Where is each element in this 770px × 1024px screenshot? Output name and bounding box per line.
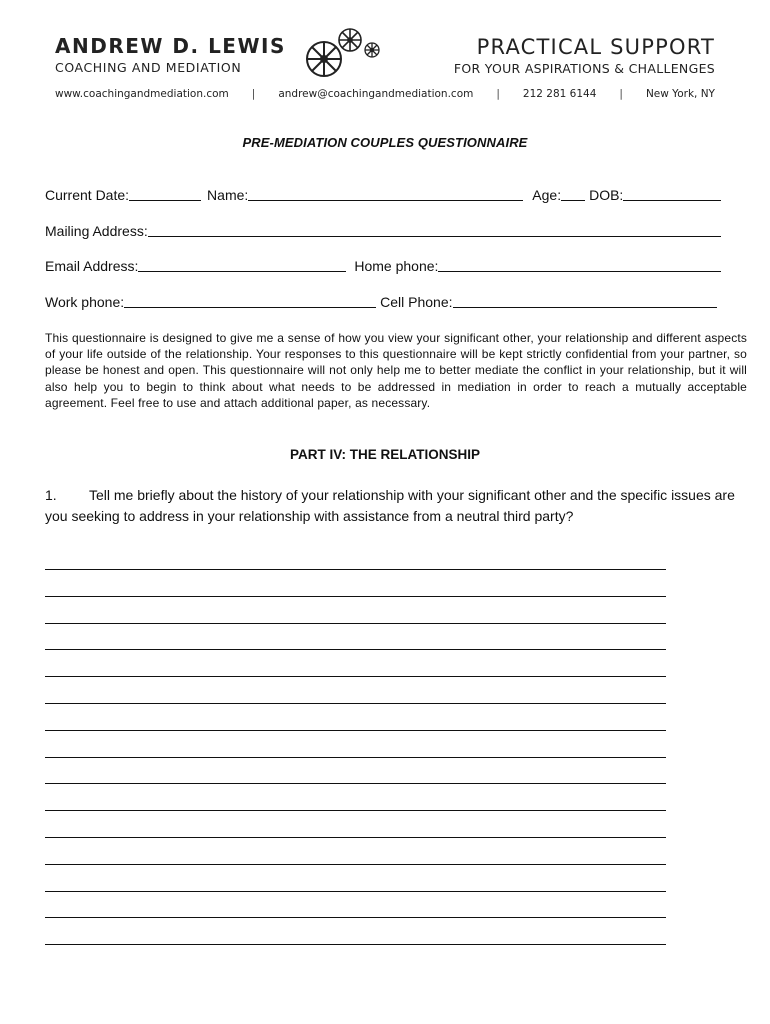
contact-bar: [55, 88, 715, 100]
location: New York, NY: [645, 88, 715, 100]
tagline-sub: FOR YOUR ASPIRATIONS & CHALLENGES: [453, 61, 715, 76]
answer-line[interactable]: [45, 757, 666, 758]
question-1: [45, 485, 745, 527]
email-link[interactable]: andrew@coachingandmediation.com: [278, 88, 474, 100]
answer-line[interactable]: [45, 623, 666, 624]
home-phone-label: Home phone:: [354, 258, 439, 274]
answer-line[interactable]: [45, 837, 666, 838]
document-title: PRE-MEDIATION COUPLES QUESTIONNAIRE: [242, 135, 528, 150]
age-label: Age:: [532, 187, 562, 203]
website-link[interactable]: www.coachingandmediation.com: [55, 88, 229, 100]
brand-subtitle: COACHING AND MEDIATION: [55, 60, 242, 75]
mailing-address-field[interactable]: [148, 223, 721, 237]
work-phone-field[interactable]: [124, 294, 376, 308]
name-label: Name:: [207, 187, 249, 203]
phone-number: 212 281 6144: [522, 88, 597, 100]
current-date-label: Current Date:: [45, 187, 130, 203]
separator: |: [619, 88, 623, 100]
dob-field[interactable]: [623, 187, 721, 201]
question-number: 1.: [45, 487, 57, 503]
separator: |: [251, 88, 256, 100]
home-phone-field[interactable]: [438, 258, 721, 272]
email-address-field[interactable]: [138, 258, 346, 272]
field-row-email-home: [45, 258, 721, 274]
brand-name: ANDREW D. LEWIS: [55, 34, 286, 58]
answer-line[interactable]: [45, 783, 666, 784]
wheels-icon: [300, 26, 385, 82]
intro-paragraph: This questionnaire is designed to give me a sense of how you view your significant other, your relationship and different aspects of your life outside of the relationship. Your responses to this questionnaire will be kept strictly confidential from your partner, so please be honest and open. This questionnaire will not only help me to better mediate the conflict in your relationship, but it will also help you to begin to think about what needs to be addressed in mediation in order to reach a mutually acceptable agreement. Feel free to use and attach additional paper, as necessary.: [45, 331, 747, 410]
age-field[interactable]: [561, 187, 585, 201]
dob-label: DOB:: [589, 187, 624, 203]
answer-line[interactable]: [45, 703, 666, 704]
part-title: PART IV: THE RELATIONSHIP: [289, 447, 480, 462]
field-row-work-cell: [45, 294, 717, 310]
separator: |: [496, 88, 500, 100]
field-row-date-name: [45, 187, 721, 203]
cell-phone-label: Cell Phone:: [380, 294, 453, 310]
work-phone-label: Work phone:: [45, 294, 125, 310]
answer-line[interactable]: [45, 864, 666, 865]
question-text: Tell me briefly about the history of your relationship with your significant other and the specific issues are you seeking to address in your relationship with assistance from a neutral third party?: [45, 487, 735, 524]
answer-line[interactable]: [45, 730, 666, 731]
answer-line[interactable]: [45, 891, 666, 892]
answer-line[interactable]: [45, 676, 666, 677]
field-row-mailing: [45, 223, 721, 239]
answer-line[interactable]: [45, 649, 666, 650]
answer-line[interactable]: [45, 917, 666, 918]
answer-line[interactable]: [45, 596, 666, 597]
tagline-main: PRACTICAL SUPPORT: [476, 35, 715, 59]
name-field[interactable]: [248, 187, 523, 201]
answer-line[interactable]: [45, 944, 666, 945]
mailing-address-label: Mailing Address:: [45, 223, 148, 239]
answer-line[interactable]: [45, 810, 666, 811]
answer-line[interactable]: [45, 569, 666, 570]
cell-phone-field[interactable]: [453, 294, 717, 308]
current-date-field[interactable]: [129, 187, 201, 201]
email-address-label: Email Address:: [45, 258, 139, 274]
